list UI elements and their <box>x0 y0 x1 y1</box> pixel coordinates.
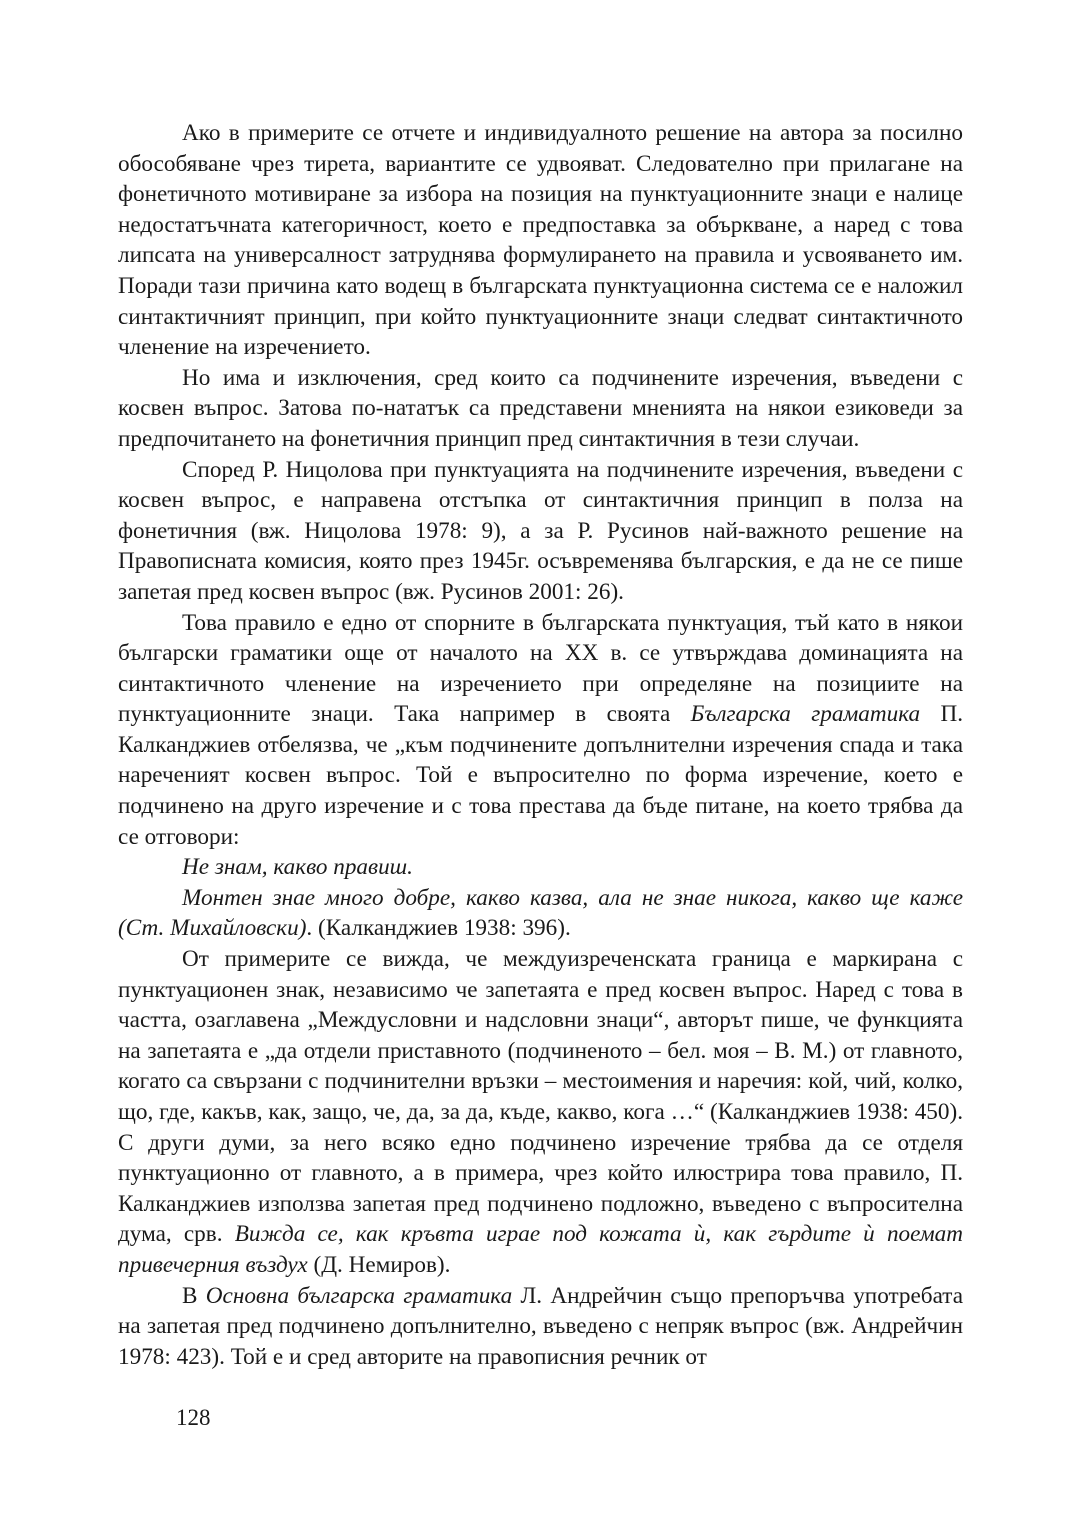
example-1 <box>118 852 963 883</box>
text-segment: Ако в примерите се отчете и индивидуалното решение на автора за посилно обособяване чрез тирета, вариантите се удвояват. Следователно при прилагане на фонетичното мотивиране за избора на позиция на пунктуационните знаци е налице недостатъчната категоричност, което е предпоставка за объркване, а наред с това липсата на универсалност затруднява формулирането на правила и усвояването им. Поради тази причина като водещ в българската пунктуационна система се е наложил синтактичният принцип, при който пунктуационните знаци следват синтактичното членение на изречението. <box>118 120 963 361</box>
page-number: 128 <box>176 1405 211 1430</box>
example-text: Не знам, какво правиш. <box>182 854 413 881</box>
text-segment: Л. Андрейчин също препоръчва употребата на запетая пред подчинено допълнително, въведено с непряк въпрос (вж. Андрейчин 1978: 423). Той е и сред авторите на правописния речник от <box>118 1282 963 1370</box>
book-title: Българска граматика <box>690 701 921 728</box>
text-segment: Но има и изключения, сред които са подчинените изречения, въведени с косвен въпрос. Затова по-нататък са представени мненията на някои езиковеди за предпочитането на фонетичния принцип пред синтактичния в тези случаи. <box>118 364 963 452</box>
example-2 <box>118 883 963 944</box>
paragraph-4 <box>118 608 963 853</box>
paragraph-3 <box>118 455 963 608</box>
book-title: Основна българска граматика <box>205 1282 513 1309</box>
text-segment: П. Калканджиев отбелязва, че „към подчинените допълнителни изречения спада и така нареченият косвен въпрос. Той е въпросително по форма изречение, което е подчинено на друго изречение и с това престава да бъде питане, на което трябва да се отговори: <box>118 701 964 850</box>
text-segment: В <box>182 1282 206 1309</box>
text-segment: Това правило е едно от спорните в българската пунктуация, тъй като в някои български граматики още от началото на XX в. се утвърждава доминацията на синтактичното членение на изречението при определяне на позициите на пунктуационните знаци. Така например в своята <box>118 609 963 728</box>
paragraph-8 <box>118 1281 963 1373</box>
page-body <box>118 118 963 1372</box>
paragraph-7 <box>118 944 963 1281</box>
example-text: Монтен знае много добре, какво казва, ала не знае никога, какво ще каже (Ст. Михайловски) <box>118 884 963 942</box>
paragraph-2 <box>118 363 963 455</box>
paragraph-1 <box>118 118 963 363</box>
text-segment: От примерите се вижда, че междуизреченската граница е маркирана с пунктуационен знак, независимо че запетаята е пред косвен въпрос. Наред с това в частта, озаглавена „Междусловни и надсловни знаци“, авторът пише, че функцията на запетаята е „да отдели приставното (подчиненото – бел. моя – В. М.) от главното, когато са свързани с подчинителни връзки – местоимения и наречия: кой, чий, колко, що, где, какъв, как, защо, че, да, за да, къде, какво, кога …“ (Калканджиев 1938: 450). С други думи, за него всяко едно подчинено изречение трябва да се отделя пунктуационно от главното, а в примера, чрез който илюстрира това правило, П. Калканджиев използва запетая пред подчинено подложно, въведено с въпросителна дума, срв. <box>118 946 963 1248</box>
example-text: Вижда се, как кръвта играе под кожата ѝ, как гърдите ѝ поемат привечерния въздух <box>118 1221 963 1278</box>
citation: (Д. Немиров). <box>307 1251 451 1278</box>
citation: . (Калканджиев 1938: 396). <box>306 915 571 942</box>
text-segment: Според Р. Ницолова при пунктуацията на подчинените изречения, въведени с косвен въпрос, е направена отстъпка от синтактичния принцип в полза на фонетичния (вж. Ницолова 1978: 9), а за Р. Русинов най-важното решение на Правописната комисия, която през 1945г. осъвременява българския, е да не се пише запетая пред косвен въпрос (вж. Русинов 2001: 26). <box>118 456 963 605</box>
